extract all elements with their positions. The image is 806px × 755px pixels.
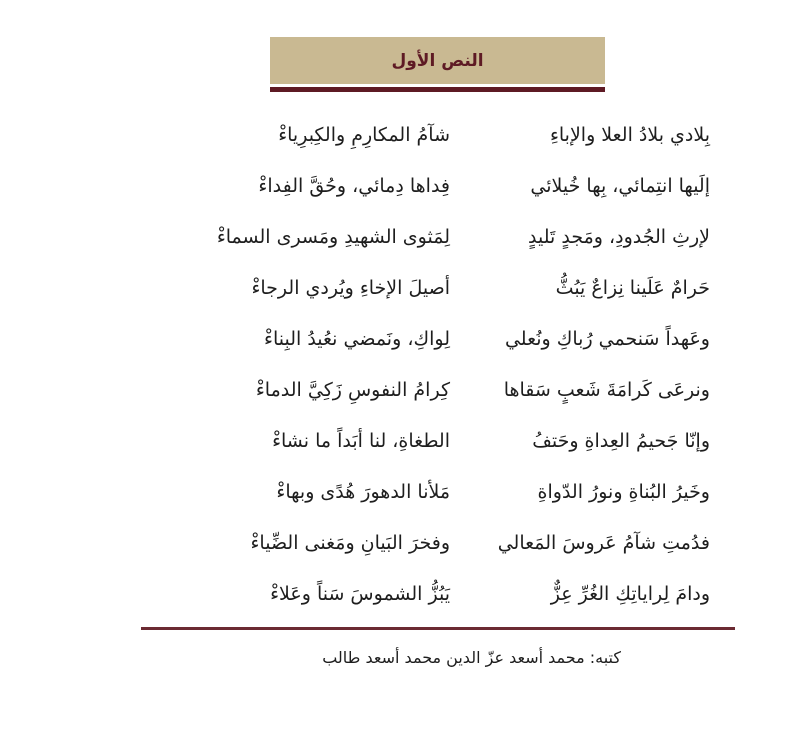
verse-second-half: مَلأنا الدهورَ هُدًى وبهاءْ [276,481,450,503]
verse-10 [150,576,710,627]
verse-first-half: حَرامٌ عَلَينا نِزاعٌ يَبُثُّ [555,277,710,299]
verse-first-half: وخَيرُ البُناةِ ونورُ الدّواةِ [537,481,710,503]
author-credit: كتبه: محمد أسعد عزّ الدين محمد أسعد طالب [322,648,621,667]
verse-3 [150,219,710,270]
verse-second-half: يَبُزُّ الشموسَ سَناً وعَلاءْ [270,583,450,605]
verse-second-half: أصيلَ الإخاءِ ويُردي الرجاءْ [251,277,450,299]
verse-second-half: وفخرَ البَيانِ ومَغنى الضِّياءْ [250,532,450,554]
bottom-divider [141,627,735,630]
verse-second-half: الطغاةِ، لنا أبَداً ما نشاءْ [272,430,450,452]
verse-first-half: ودامَ لِراياتِكِ الغُرِّ عِزٌّ [550,583,710,605]
page-title: النص الأول [391,50,484,71]
verse-first-half: لإرثِ الجُدودِ، ومَجدٍ تَليدٍ [528,226,710,248]
verse-first-half: ونرعَى كَرامَةَ شَعبٍ سَقاها [503,379,710,401]
verse-4 [150,270,710,321]
verse-1 [150,117,710,168]
verse-6 [150,372,710,423]
verse-second-half: شآمُ المكارِمِ والكِبرِياءْ [278,124,450,146]
verse-second-half: فِداها دِمائي، وحُقَّ الفِداءْ [258,175,450,197]
poem [150,117,710,627]
verse-second-half: كِرامُ النفوسِ زَكِيَّ الدماءْ [255,379,450,401]
verse-first-half: إلَيها انتِمائي، بِها خُيلائي [530,175,710,197]
verse-second-half: لِواكِ، ونَمضي نعُيدُ البِناءْ [264,328,450,350]
title-box [270,37,605,84]
title-underline [270,87,605,92]
verse-first-half: وعَهداً سَنحمي رُباكِ ونُعلي [504,328,710,350]
verse-7 [150,423,710,474]
verse-first-half: فدُمتِ شآمُ عَروسَ المَعالي [497,532,710,554]
verse-2 [150,168,710,219]
verse-8 [150,474,710,525]
verse-5 [150,321,710,372]
verse-9 [150,525,710,576]
verse-first-half: وإنّا جَحيمُ العِداةِ وحَتفُ [532,430,710,452]
verse-first-half: بِلادي بلادُ العلا والإباءِ [549,124,710,146]
verse-second-half: لِمَثوى الشهيدِ ومَسرى السماءْ [216,226,450,248]
